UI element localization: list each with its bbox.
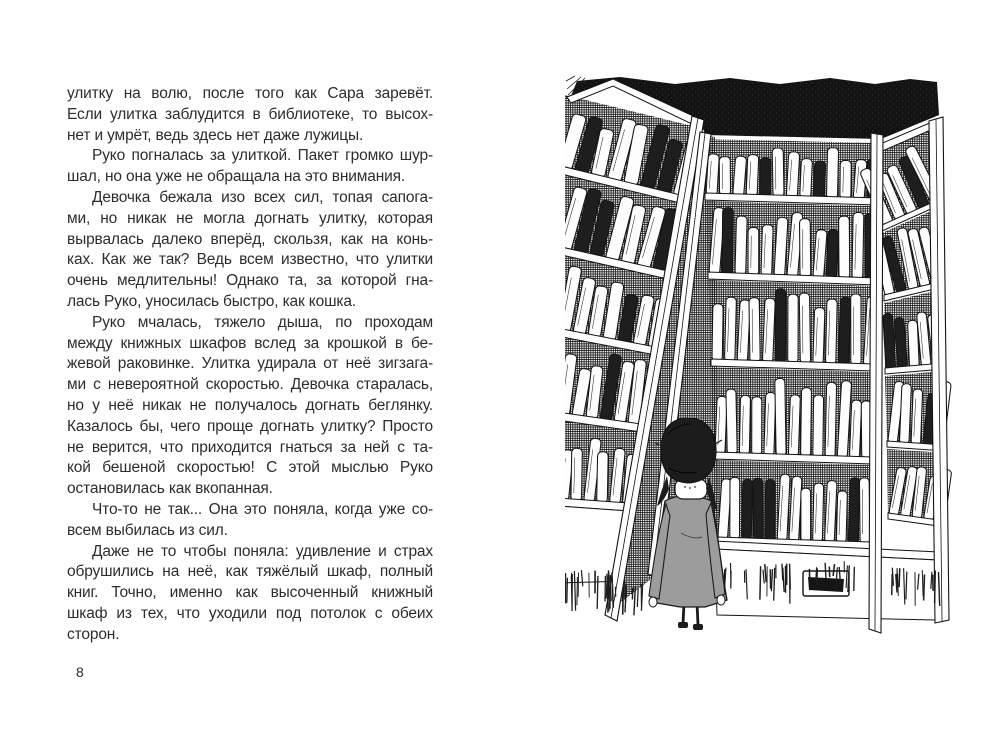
text-line: сторон. [67, 625, 120, 643]
book-spine [825, 382, 837, 457]
book-spine [825, 480, 838, 543]
book-spine [826, 148, 838, 199]
book-spine [775, 289, 786, 363]
book-spine [813, 395, 824, 457]
text-line: шкаф из тех, что уходили под потолок с обеих [67, 604, 433, 622]
book-spine [911, 389, 923, 445]
book-spine [749, 298, 760, 363]
paragraph [67, 146, 433, 188]
text-line: не верится, что приходится гнаться за ней с та- [67, 438, 433, 456]
text-line: улитку на волю, после того как Сара заревёт. [67, 85, 433, 102]
book-spine [761, 225, 773, 277]
book-spine [786, 152, 799, 198]
book-spine [733, 156, 747, 197]
book-spine [742, 479, 753, 540]
book-spine [801, 388, 812, 457]
text-line: очень медлительны! Однако та, за которой гна- [67, 272, 433, 290]
book-spine [848, 478, 860, 544]
paragraph [67, 313, 433, 500]
book-spine [775, 378, 786, 456]
book-spine [788, 294, 799, 363]
text-line: остановилась как вкопанная. [67, 480, 273, 498]
text-line: Девочка бежала изо всех сил, топая сапога- [92, 188, 433, 206]
text-line: но у неё никак не получалось догнать беглянку. [67, 396, 433, 414]
bookshelf-center [702, 139, 881, 549]
book-spine [760, 158, 772, 197]
text-line: лась Руко, уносилась быстро, как кошка. [67, 292, 356, 310]
paragraph [67, 500, 433, 542]
book-spine [852, 212, 864, 279]
book-spine [719, 157, 730, 196]
book-spine [899, 384, 911, 445]
text-line: нет и умрёт, ведь здесь нет даже лужицы. [67, 126, 364, 144]
girl-hand [717, 595, 725, 605]
book-spine [726, 389, 737, 454]
book-spine [800, 158, 813, 198]
text-line: Что-то не так... Она это поняла, когда уже со- [92, 500, 433, 518]
text-line: Руко погналась за улиткой. Пакет громко шур- [92, 147, 433, 165]
book-spine [788, 395, 800, 457]
text-line: Даже не то чтобы поняла: удивление и страх [92, 542, 433, 560]
book-spine [813, 307, 825, 364]
book-spine [764, 392, 776, 456]
page-number: 8 [76, 664, 84, 680]
text-line: обрушились на неё, как тяжёлый шкаф, полный [67, 563, 433, 581]
text-line: всем выбилась из сил. [67, 521, 228, 539]
book-spine [813, 483, 824, 542]
book-spine [762, 298, 775, 363]
book-spine [597, 452, 609, 503]
book-spine [765, 480, 775, 541]
book-spine [799, 293, 810, 364]
book-spine [752, 397, 762, 455]
book-spine [838, 297, 851, 365]
book-spine [735, 216, 747, 275]
girl-figure [649, 418, 727, 630]
text-line: между книжных шкафов вслед за крошкой в бе- [67, 334, 433, 352]
paragraph [67, 84, 433, 146]
girl-boot [678, 622, 688, 628]
book-spine [840, 160, 851, 199]
book-spine [571, 448, 583, 501]
book-spine [748, 228, 759, 276]
book-spine [753, 478, 763, 540]
book-spine [730, 477, 740, 539]
book-spine [826, 230, 839, 279]
drawer-handle [808, 577, 844, 592]
text-line: Если улитка заблудится в библиотеке, то высох- [67, 105, 433, 123]
book-spine [849, 400, 861, 459]
book-spine [746, 154, 759, 196]
book-spine [725, 297, 737, 362]
page-text [67, 84, 433, 646]
book-spine [800, 219, 811, 278]
text-line: шал, но она уже не обращала на это внимания. [67, 168, 406, 186]
text-line: жевой раковинке. Улитка удирала от неё зигзага- [67, 355, 433, 373]
paragraph [67, 188, 433, 313]
text-line: вырвалась далеко вперёд, скользя, как на конь- [67, 230, 433, 248]
paragraph [67, 542, 433, 646]
book-spine [859, 478, 869, 544]
library-illustration [565, 75, 957, 645]
book-spine [836, 491, 847, 543]
book-spine [722, 208, 733, 275]
text-line: Казалось бы, чего проще догнать улитку? Просто [67, 417, 433, 435]
book-spine [825, 299, 837, 365]
text-line: ми с невероятной скоростью. Девочка старалась, [67, 376, 433, 394]
book-spine [712, 304, 723, 361]
book-spine [813, 161, 826, 199]
book-spine [851, 294, 861, 365]
book-spine [715, 396, 727, 454]
book-spine [801, 488, 811, 542]
book-spine [739, 395, 750, 455]
text-line: книг. Точно, именно как высоченный книжный [67, 584, 433, 602]
book-spine [839, 216, 850, 279]
text-line: Руко мчалась, тяжело дыша, по проходам [92, 313, 433, 331]
text-line: ках. Как же так? Ведь всем известно, что улитки [67, 251, 433, 269]
text-line: кой бешеной скоростью! С этой мыслью Руко [67, 459, 433, 477]
girl-boot [693, 624, 703, 630]
book-spine [772, 148, 784, 197]
text-line: ми, но никак не могла догнать улитку, которая [67, 209, 433, 227]
girl-hand [649, 597, 657, 607]
